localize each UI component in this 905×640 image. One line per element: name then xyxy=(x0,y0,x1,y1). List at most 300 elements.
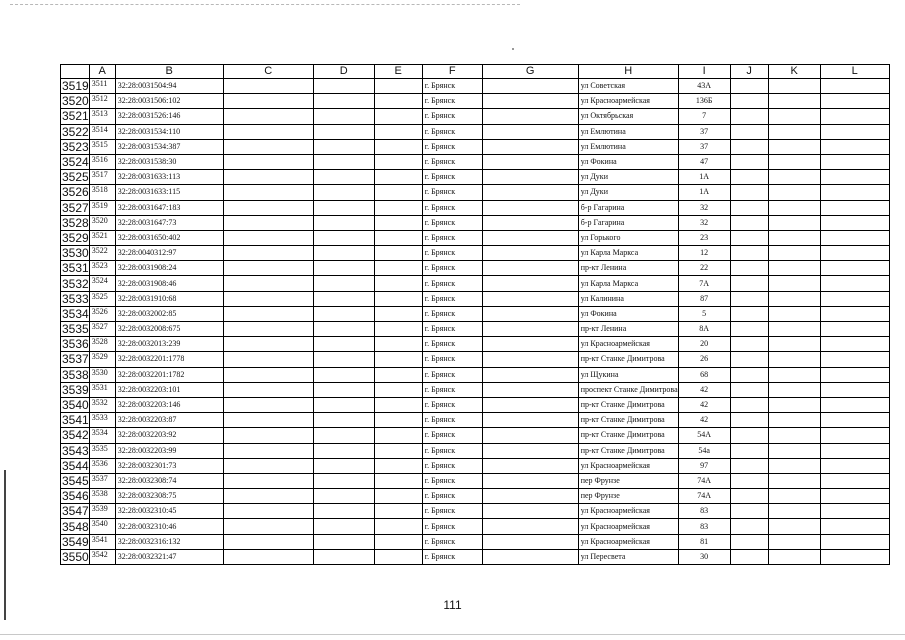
cell-g xyxy=(482,306,578,321)
cell-d xyxy=(313,519,374,534)
cell-g xyxy=(482,94,578,109)
cell-c xyxy=(223,534,313,549)
cell-c xyxy=(223,322,313,337)
cell-f: г. Брянск xyxy=(422,94,482,109)
cell-f: г. Брянск xyxy=(422,291,482,306)
cell-d xyxy=(313,352,374,367)
cell-g xyxy=(482,139,578,154)
cell-a: 3523 xyxy=(89,261,115,276)
cell-a: 3531 xyxy=(89,382,115,397)
cell-g xyxy=(482,215,578,230)
cell-h: ул Фокина xyxy=(578,306,678,321)
cell-e xyxy=(374,306,422,321)
cell-c xyxy=(223,306,313,321)
cell-l xyxy=(820,154,889,169)
cell-f: г. Брянск xyxy=(422,413,482,428)
cell-j xyxy=(730,154,768,169)
cell-h: ул Красноармейская xyxy=(578,504,678,519)
cell-d xyxy=(313,337,374,352)
cell-g xyxy=(482,322,578,337)
cell-h: ул Красноармейская xyxy=(578,94,678,109)
cell-i: 83 xyxy=(678,519,730,534)
cell-e xyxy=(374,276,422,291)
column-header: F xyxy=(422,65,482,79)
cell-f: г. Брянск xyxy=(422,109,482,124)
cell-h: ул Октябрьская xyxy=(578,109,678,124)
cell-j xyxy=(730,124,768,139)
cell-h: ул Щукина xyxy=(578,367,678,382)
cell-l xyxy=(820,367,889,382)
cell-h: ул Красноармейская xyxy=(578,534,678,549)
cell-k xyxy=(768,109,820,124)
cell-g xyxy=(482,170,578,185)
cell-k xyxy=(768,428,820,443)
cell-j xyxy=(730,382,768,397)
row-number: 3545 xyxy=(62,473,89,488)
cell-k xyxy=(768,230,820,245)
cell-f: г. Брянск xyxy=(422,489,482,504)
column-header: L xyxy=(820,65,889,79)
cell-i: 68 xyxy=(678,367,730,382)
cell-k xyxy=(768,200,820,215)
cell-b: 32:28:0031506:102 xyxy=(115,94,223,109)
cell-i: 87 xyxy=(678,291,730,306)
row-number: 3530 xyxy=(62,246,89,261)
table-row xyxy=(61,230,890,245)
cell-a: 3540 xyxy=(89,519,115,534)
cell-c xyxy=(223,443,313,458)
row-number: 3532 xyxy=(62,276,89,291)
cell-e xyxy=(374,413,422,428)
cell-l xyxy=(820,489,889,504)
cell-l xyxy=(820,504,889,519)
cell-d xyxy=(313,230,374,245)
cell-a: 3535 xyxy=(89,443,115,458)
cell-i: 136Б xyxy=(678,94,730,109)
cell-b: 32:28:0031908:46 xyxy=(115,276,223,291)
cell-a: 3537 xyxy=(89,473,115,488)
cell-d xyxy=(313,397,374,412)
cell-g xyxy=(482,124,578,139)
cell-j xyxy=(730,322,768,337)
table-row xyxy=(61,261,890,276)
cell-e xyxy=(374,124,422,139)
cell-c xyxy=(223,397,313,412)
table-row xyxy=(61,79,890,94)
cell-h: пр-кт Ленина xyxy=(578,261,678,276)
cell-i: 42 xyxy=(678,397,730,412)
cell-c xyxy=(223,473,313,488)
cell-h: б-р Гагарина xyxy=(578,215,678,230)
cell-a: 3538 xyxy=(89,489,115,504)
cell-g xyxy=(482,352,578,367)
table-row xyxy=(61,185,890,200)
table-body xyxy=(61,79,890,565)
cell-e xyxy=(374,109,422,124)
cell-h: ул Емлютина xyxy=(578,139,678,154)
table-row xyxy=(61,534,890,549)
cell-k xyxy=(768,397,820,412)
cell-b: 32:28:0032203:101 xyxy=(115,382,223,397)
cell-l xyxy=(820,170,889,185)
table-row xyxy=(61,504,890,519)
cell-k xyxy=(768,322,820,337)
cell-b: 32:28:0031910:68 xyxy=(115,291,223,306)
cell-i: 74А xyxy=(678,489,730,504)
row-number: 3523 xyxy=(62,139,89,154)
cell-d xyxy=(313,322,374,337)
cell-g xyxy=(482,109,578,124)
column-header: H xyxy=(578,65,678,79)
cell-l xyxy=(820,94,889,109)
cell-i: 23 xyxy=(678,230,730,245)
table-row xyxy=(61,352,890,367)
row-number: 3542 xyxy=(62,428,89,443)
cell-l xyxy=(820,413,889,428)
cell-i: 20 xyxy=(678,337,730,352)
table-row xyxy=(61,489,890,504)
cell-l xyxy=(820,185,889,200)
row-number: 3533 xyxy=(62,291,89,306)
cell-j xyxy=(730,504,768,519)
cell-l xyxy=(820,322,889,337)
cell-b: 32:28:0031650:402 xyxy=(115,230,223,245)
table-row xyxy=(61,246,890,261)
cell-f: г. Брянск xyxy=(422,124,482,139)
cell-g xyxy=(482,337,578,352)
cell-b: 32:28:0032203:87 xyxy=(115,413,223,428)
cell-f: г. Брянск xyxy=(422,276,482,291)
cell-i: 37 xyxy=(678,139,730,154)
row-number: 3531 xyxy=(62,261,89,276)
cell-i: 37 xyxy=(678,124,730,139)
cell-f: г. Брянск xyxy=(422,215,482,230)
cell-d xyxy=(313,139,374,154)
cell-e xyxy=(374,261,422,276)
cell-g xyxy=(482,549,578,564)
cell-d xyxy=(313,246,374,261)
row-number: 3524 xyxy=(62,155,89,170)
cell-a: 3532 xyxy=(89,397,115,412)
table-row xyxy=(61,139,890,154)
cell-d xyxy=(313,534,374,549)
column-header: E xyxy=(374,65,422,79)
cell-h: ул Пересвета xyxy=(578,549,678,564)
table-row xyxy=(61,200,890,215)
row-number: 3529 xyxy=(62,230,89,245)
cell-h: ул Красноармейская xyxy=(578,519,678,534)
cell-b: 32:28:0032301:73 xyxy=(115,458,223,473)
cell-g xyxy=(482,367,578,382)
cell-e xyxy=(374,337,422,352)
cell-j xyxy=(730,534,768,549)
cell-l xyxy=(820,291,889,306)
cell-l xyxy=(820,306,889,321)
cell-b: 32:28:0032203:146 xyxy=(115,397,223,412)
table-row xyxy=(61,322,890,337)
cell-b: 32:28:0032321:47 xyxy=(115,549,223,564)
cell-e xyxy=(374,185,422,200)
cell-j xyxy=(730,337,768,352)
cell-a: 3529 xyxy=(89,352,115,367)
cell-a: 3533 xyxy=(89,413,115,428)
cell-a: 3539 xyxy=(89,504,115,519)
cell-e xyxy=(374,443,422,458)
cell-f: г. Брянск xyxy=(422,352,482,367)
cell-j xyxy=(730,139,768,154)
cell-i: 43А xyxy=(678,79,730,94)
cell-a: 3530 xyxy=(89,367,115,382)
cell-f: г. Брянск xyxy=(422,246,482,261)
cell-j xyxy=(730,489,768,504)
cell-h: ул Красноармейская xyxy=(578,458,678,473)
scan-top-rule xyxy=(10,4,520,5)
column-header: I xyxy=(678,65,730,79)
table-row xyxy=(61,154,890,169)
cell-d xyxy=(313,549,374,564)
cell-l xyxy=(820,109,889,124)
cell-c xyxy=(223,79,313,94)
cell-g xyxy=(482,443,578,458)
cell-e xyxy=(374,428,422,443)
scan-speck xyxy=(512,48,514,50)
cell-j xyxy=(730,230,768,245)
cell-h: пер Фрунзе xyxy=(578,473,678,488)
cell-d xyxy=(313,154,374,169)
cell-c xyxy=(223,215,313,230)
cell-f: г. Брянск xyxy=(422,306,482,321)
cell-h: пр-кт Станке Димитрова xyxy=(578,413,678,428)
table-row xyxy=(61,367,890,382)
cell-d xyxy=(313,382,374,397)
cell-f: г. Брянск xyxy=(422,261,482,276)
cell-g xyxy=(482,534,578,549)
cell-e xyxy=(374,94,422,109)
cell-k xyxy=(768,367,820,382)
cell-e xyxy=(374,549,422,564)
cell-e xyxy=(374,200,422,215)
cell-c xyxy=(223,170,313,185)
cell-i: 32 xyxy=(678,215,730,230)
cell-d xyxy=(313,170,374,185)
cell-c xyxy=(223,382,313,397)
row-number: 3541 xyxy=(62,413,89,428)
cell-g xyxy=(482,489,578,504)
cell-i: 1А xyxy=(678,170,730,185)
table-row xyxy=(61,291,890,306)
cell-b: 32:28:0031633:115 xyxy=(115,185,223,200)
cell-g xyxy=(482,397,578,412)
table-row xyxy=(61,473,890,488)
cell-a: 3521 xyxy=(89,230,115,245)
cell-b: 32:28:0032201:1778 xyxy=(115,352,223,367)
cell-b: 32:28:0040312:97 xyxy=(115,246,223,261)
column-header: B xyxy=(115,65,223,79)
cell-h: пр-кт Станке Димитрова xyxy=(578,428,678,443)
cell-e xyxy=(374,397,422,412)
cell-f: г. Брянск xyxy=(422,170,482,185)
row-number: 3528 xyxy=(62,215,89,230)
cell-f: г. Брянск xyxy=(422,185,482,200)
cell-g xyxy=(482,473,578,488)
cell-d xyxy=(313,79,374,94)
row-number: 3526 xyxy=(62,185,89,200)
cell-c xyxy=(223,549,313,564)
cell-a: 3524 xyxy=(89,276,115,291)
table-row xyxy=(61,413,890,428)
cell-g xyxy=(482,413,578,428)
row-number: 3521 xyxy=(62,109,89,124)
cell-c xyxy=(223,428,313,443)
column-header: D xyxy=(313,65,374,79)
cell-k xyxy=(768,291,820,306)
cell-j xyxy=(730,397,768,412)
cell-c xyxy=(223,200,313,215)
cell-c xyxy=(223,489,313,504)
cell-k xyxy=(768,185,820,200)
cell-e xyxy=(374,170,422,185)
table-row xyxy=(61,170,890,185)
cell-i: 83 xyxy=(678,504,730,519)
cell-f: г. Брянск xyxy=(422,473,482,488)
cell-j xyxy=(730,458,768,473)
cell-c xyxy=(223,230,313,245)
cell-l xyxy=(820,352,889,367)
cell-a: 3527 xyxy=(89,322,115,337)
cell-l xyxy=(820,549,889,564)
row-number: 3519 xyxy=(62,79,89,94)
cell-i: 1А xyxy=(678,185,730,200)
cell-l xyxy=(820,246,889,261)
cell-b: 32:28:0031633:113 xyxy=(115,170,223,185)
cell-l xyxy=(820,534,889,549)
cell-a: 3518 xyxy=(89,185,115,200)
cell-b: 32:28:0031647:183 xyxy=(115,200,223,215)
table-row xyxy=(61,428,890,443)
cell-c xyxy=(223,504,313,519)
cell-k xyxy=(768,246,820,261)
cell-c xyxy=(223,246,313,261)
cell-k xyxy=(768,79,820,94)
cell-c xyxy=(223,337,313,352)
cell-h: пер Фрунзе xyxy=(578,489,678,504)
cell-c xyxy=(223,139,313,154)
cell-a: 3519 xyxy=(89,200,115,215)
cell-j xyxy=(730,109,768,124)
cell-c xyxy=(223,124,313,139)
cell-a: 3534 xyxy=(89,428,115,443)
table-row xyxy=(61,443,890,458)
cell-l xyxy=(820,215,889,230)
row-number: 3550 xyxy=(62,549,89,564)
cell-l xyxy=(820,139,889,154)
table-row xyxy=(61,109,890,124)
row-number: 3535 xyxy=(62,322,89,337)
cell-f: г. Брянск xyxy=(422,549,482,564)
cell-l xyxy=(820,261,889,276)
cell-k xyxy=(768,94,820,109)
cell-j xyxy=(730,519,768,534)
cell-a: 3525 xyxy=(89,291,115,306)
cell-d xyxy=(313,276,374,291)
cell-c xyxy=(223,276,313,291)
cell-h: ул Карла Маркса xyxy=(578,246,678,261)
cell-i: 54А xyxy=(678,428,730,443)
cell-h: пр-кт Станке Димитрова xyxy=(578,397,678,412)
table-row xyxy=(61,124,890,139)
row-number: 3540 xyxy=(62,398,89,413)
cell-a: 3514 xyxy=(89,124,115,139)
cell-k xyxy=(768,458,820,473)
cell-h: проспект Станке Димитрова xyxy=(578,382,678,397)
cell-h: ул Советская xyxy=(578,79,678,94)
cell-d xyxy=(313,291,374,306)
cell-e xyxy=(374,382,422,397)
cell-g xyxy=(482,185,578,200)
cell-j xyxy=(730,200,768,215)
cell-k xyxy=(768,413,820,428)
cell-j xyxy=(730,367,768,382)
cell-d xyxy=(313,261,374,276)
cell-e xyxy=(374,489,422,504)
row-number: 3548 xyxy=(62,519,89,534)
cell-d xyxy=(313,109,374,124)
cell-j xyxy=(730,79,768,94)
cell-j xyxy=(730,306,768,321)
column-header: K xyxy=(768,65,820,79)
column-header: A xyxy=(89,65,115,79)
cell-b: 32:28:0032201:1782 xyxy=(115,367,223,382)
cell-b: 32:28:0031908:24 xyxy=(115,261,223,276)
row-number: 3538 xyxy=(62,367,89,382)
cell-l xyxy=(820,337,889,352)
spreadsheet-table xyxy=(60,64,890,565)
cell-l xyxy=(820,428,889,443)
cell-e xyxy=(374,519,422,534)
column-header: C xyxy=(223,65,313,79)
cell-i: 54а xyxy=(678,443,730,458)
cell-d xyxy=(313,413,374,428)
cell-h: ул Емлютина xyxy=(578,124,678,139)
cell-h: ул Карла Маркса xyxy=(578,276,678,291)
cell-g xyxy=(482,261,578,276)
cell-d xyxy=(313,458,374,473)
cell-b: 32:28:0032002:85 xyxy=(115,306,223,321)
cell-h: пр-кт Станке Димитрова xyxy=(578,352,678,367)
cell-d xyxy=(313,428,374,443)
cell-j xyxy=(730,246,768,261)
cell-h: ул Дуки xyxy=(578,185,678,200)
cell-k xyxy=(768,215,820,230)
cell-c xyxy=(223,413,313,428)
cell-j xyxy=(730,185,768,200)
cell-f: г. Брянск xyxy=(422,397,482,412)
row-number: 3544 xyxy=(62,458,89,473)
cell-e xyxy=(374,504,422,519)
page-number: 111 xyxy=(443,598,462,612)
cell-i: 26 xyxy=(678,352,730,367)
cell-e xyxy=(374,215,422,230)
cell-l xyxy=(820,230,889,245)
cell-l xyxy=(820,79,889,94)
cell-b: 32:28:0031534:110 xyxy=(115,124,223,139)
scan-bottom-rule xyxy=(0,634,905,635)
cell-b: 32:28:0031504:94 xyxy=(115,79,223,94)
table-row xyxy=(61,215,890,230)
cell-j xyxy=(730,261,768,276)
cell-d xyxy=(313,367,374,382)
cell-k xyxy=(768,139,820,154)
